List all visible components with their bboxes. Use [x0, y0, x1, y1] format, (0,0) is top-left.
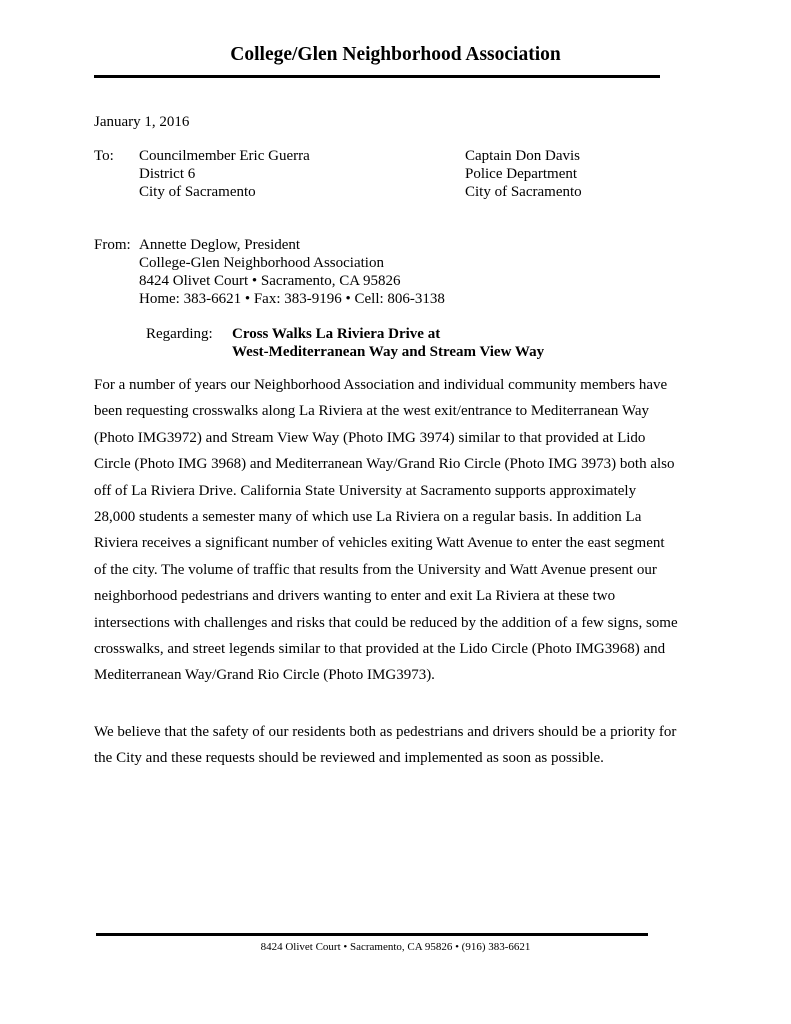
- sender-line: Annette Deglow, President: [139, 237, 301, 253]
- sender-line: Home: 383-6621 • Fax: 383-9196 • Cell: 806-3138: [139, 291, 445, 307]
- sender-block: [139, 236, 445, 308]
- body-line: Mediterranean Way/Grand Rio Circle (Photo IMG3973).: [94, 667, 435, 684]
- body-line: crosswalks, and street legends similar to that provided at the Lido Circle (Photo IMG3968) and: [94, 641, 666, 658]
- body-line: been requesting crosswalks along La Riviera at the west exit/entrance to Mediterranean Way: [94, 403, 649, 420]
- recipient-line: Captain Don Davis: [465, 148, 580, 164]
- body-line: Circle (Photo IMG 3968) and Mediterranean Way/Grand Rio Circle (Photo IMG 3973) both also: [94, 456, 675, 473]
- body-line: (Photo IMG3972) and Stream View Way (Photo IMG 3974) similar to that provided at Lido: [94, 429, 646, 446]
- recipient-line: City of Sacramento: [465, 184, 582, 200]
- organization-title: College/Glen Neighborhood Association: [230, 44, 561, 65]
- header-rule: [94, 75, 660, 78]
- body-paragraph-1: [94, 372, 706, 689]
- sender-line: 8424 Olivet Court • Sacramento, CA 95826: [139, 273, 401, 289]
- recipient-line: Councilmember Eric Guerra: [139, 148, 310, 164]
- recipient-councilmember: [139, 147, 310, 201]
- recipient-line: District 6: [139, 166, 196, 182]
- regarding-subject: [232, 325, 544, 361]
- from-label: From:: [94, 237, 131, 253]
- subject-line: Cross Walks La Riviera Drive at: [232, 326, 441, 342]
- body-line: For a number of years our Neighborhood Association and individual community members have: [94, 377, 668, 393]
- recipient-line: Police Department: [465, 166, 578, 182]
- regarding-label: Regarding:: [146, 326, 213, 342]
- body-line: We believe that the safety of our residents both as pedestrians and drivers should be a priority for: [94, 724, 677, 740]
- recipient-police-captain: [465, 147, 582, 201]
- footer-rule: [96, 933, 648, 936]
- body-line: 28,000 students a semester many of which use La Riviera on a regular basis. In addition La: [94, 509, 642, 526]
- body-line: Riviera receives a significant number of vehicles exiting Watt Avenue to enter the east segment: [94, 535, 665, 552]
- footer-address: 8424 Olivet Court • Sacramento, CA 95826 • (916) 383-6621: [260, 941, 531, 953]
- subject-line: West-Mediterranean Way and Stream View Way: [232, 344, 545, 360]
- body-paragraph-2: [94, 719, 706, 772]
- to-label: To:: [94, 148, 114, 164]
- body-line: neighborhood pedestrians and drivers wanting to enter and exit La Riviera at these two: [94, 588, 616, 605]
- body-line: off of La Riviera Drive. California State University at Sacramento supports approximately: [94, 482, 637, 499]
- sender-line: College-Glen Neighborhood Association: [139, 255, 384, 271]
- body-line: the City and these requests should be reviewed and implemented as soon as possible.: [94, 750, 604, 767]
- body-line: intersections with challenges and risks that could be reduced by the addition of a few signs, some: [94, 614, 678, 631]
- body-line: of the city. The volume of traffic that results from the University and Watt Avenue present our: [94, 561, 657, 578]
- recipient-line: City of Sacramento: [139, 184, 256, 200]
- letter-date: January 1, 2016: [94, 114, 190, 130]
